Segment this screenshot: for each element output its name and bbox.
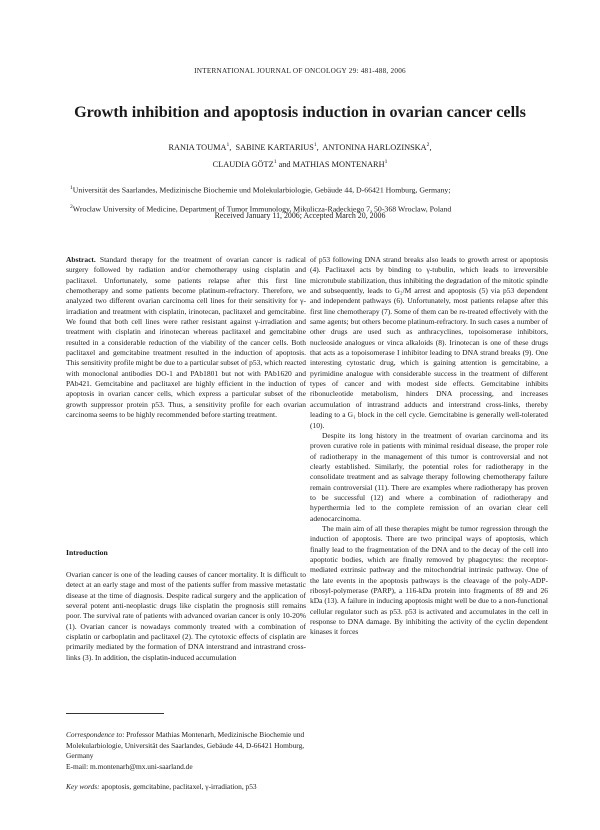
author-affil-mark: 1 [273,158,277,165]
affil-mark: 2 [70,203,73,210]
body-paragraph-1: of p53 following DNA strand breaks also leads to growth arrest or apoptosis (4). Paclitaxel acts by binding to γ-tubulin, which leads to irreversible microtubule stabilization, thus inhibiting the degradation of the mitotic spindle and subsequently, leads to G₂/M arrest and apoptosis (5) via p53 dependent and independent pathways (6). Unfortunately, most patients relapse after this first line chemotherapy (7). Some of them can be re-treated effectively with the same agents; but others become platinum-refractory. In such cases a number of other drugs are used such as anthracyclines, topoisomerase inhibitors, nucleoside analogues or vinca alkaloids (8). Irinotecan is one of these drugs that acts as a topoisomerase I inhibitor leading to DNA strand breaks (9). One interesting cytostatic drug, which is gaining attention is gemcitabine, a pyrimidine analogue with considerable success in the treatment of different types of cancer and with modest side effects. Gemcitabine inhibits ribonucleotide metabolism, hinders DNA processing, and increases accumulation of intrastrand adducts and interstrand cross-links, thereby leading to a G₁ block in the cell cycle. Gemcitabine is generally well-tolerated (10). [310,255,548,430]
body-paragraph-2-wrap [310,431,548,524]
author-name: RANIA TOUMA [168,142,227,152]
author-name: CLAUDIA GÖTZ [212,159,274,169]
affiliation-1 [70,180,540,199]
author-affil-mark: 1 [313,142,317,148]
abstract [66,255,306,421]
keywords-label: Key words: [66,782,100,791]
received-dates: Received January 11, 2006; Accepted March 20, 2006 [214,211,386,220]
author-line-2 [0,155,600,172]
body-paragraph-3-wrap [310,524,548,638]
introduction-text [66,570,306,663]
author-conjunction: and [278,159,291,169]
correspondence-note [66,730,306,772]
affil-text: Universität des Saarlandes, Medizinische Biochemie und Molekularbiologie, Gebäude 44, D-66421 Homburg, Germany; [72,185,451,195]
affil-mark: 1 [70,185,73,191]
affil-text: Wroclaw University of Medicine, Department of Tumor Immunology, Mikulicza-Radeckiego 7, 50-368 Wroclaw, Poland [72,204,452,214]
author-affil-mark: 1 [384,158,388,165]
footnote-divider [66,713,164,714]
intro-paragraph: Ovarian cancer is one of the leading causes of cancer mortality. It is difficult to detect at an early stage and most of the patients suffer from massive metastatic disease at the time of diagnosis. Despite radical surgery and the application of several potent anti-neoplastic drugs like cisplatin the prognosis still remains poor. The survival rate of patients with advanced ovarian cancer is only 10-20% (1). Ovarian cancer is nowadays commonly treated with a combination of cisplatin or carboplatin and paclitaxel (2). The cytotoxic effects of cisplatin are primarily mediated by the formation of DNA interstrand and intrastrand cross-links (3). In addition, the cisplatin-induced accumulation [66,570,306,662]
paper-title: Growth inhibition and apoptosis induction in ovarian cancer cells [74,103,526,121]
author-affil-mark: 1 [226,142,230,148]
running-head: INTERNATIONAL JOURNAL OF ONCOLOGY 29: 481-488, 2006 [194,67,406,75]
author-name: ANTONINA HARLOZINSKA [322,142,427,152]
right-column [310,255,548,638]
keywords-note [66,782,306,793]
correspondence-text: : Professor Mathias Montenarh, Medizinische Biochemie und Molekularbiologie, Universität des Saarlandes, Gebäude 44, D-66421 Homburg, Germany [66,730,305,760]
author-affil-mark: 2 [426,142,430,148]
abstract-text: Standard therapy for the treatment of ovarian cancer is radical surgery followed by radiation and/or chemotherapy using cisplatin and paclitaxel. Unfortunately, some patients relapse after this first line chemotherapy and some patients become platinum-refractory. Therefore, we analyzed two different ovarian carcinoma cell lines for their sensitivity for γ-irradiation and treatment with cisplatin, irinotecan, paclitaxel and gemcitabine. We found that both cell lines were rather resistant against γ-irradiation and treatment with cisplatin and irinotecan whereas paclitaxel and gemcitabine resulted in a considerable reduction of the viability of the cancer cells. Both paclitaxel and gemcitabine treatment resulted in the induction of apoptosis. This sensitivity profile might be due to a particular subset of p53, which reacted with monoclonal antibodies DO-1 and PAb1801 but not with PAb1620 and PAb421. Gemcitabine and paclitaxel are highly efficient in the induction of apoptosis in ovarian cancer cells, which express a particular subset of the growth suppressor protein p53. Thus, a sensitivity profile for each ovarian carcinoma seems to be highly recommended before starting treatment. [66,255,306,420]
body-paragraph-3: The main aim of all these therapies might be tumor regression through the induction of apoptosis. There are two principal ways of apoptosis, which finally lead to the fragmentation of the DNA and to the decay of the cell into apoptotic bodies, which are finally removed by phagocytes: the receptor-mediated extrinsic pathway and the mitochondrial intrinsic pathway. One of the late events in the apoptosis pathways is the cleavage of the poly-ADP-ribosyl-polymerase (PARP), a 116-kDa protein into fragments of 89 and 26 kDa (13). A failure in inducing apoptosis might well be due to a non-functional cellular regulator such as p53. p53 is activated and accumulates in the cell in response to DNA damage. By inhibiting the activity of the cyclin dependent kinases it forces [310,523,548,637]
author-line-1: RANIA TOUMA$^1$, SABINE KARTARIUS$^1$, ANTONINA HARLOZINSKA$^2$, [168,142,432,152]
author-name: SABINE KARTARIUS [235,142,314,152]
section-heading-introduction: Introduction [66,548,108,557]
keywords-text: apoptosis, gemcitabine, paclitaxel, γ-irradiation, p53 [99,782,257,791]
correspondence-email: E-mail: m.montenarh@mx.uni-saarland.de [66,761,193,771]
abstract-label: Abstract. [66,255,96,264]
correspondence-label: Correspondence to [66,730,123,739]
body-paragraph-2: Despite its long history in the treatment of ovarian carcinoma and its proven curative role in patients with minimal residual disease, the proper role of radiotherapy in the management of this tumor is controversial and not clearly established. Similarly, the potential roles for radiotherapy in the consolidate treatment and as salvage therapy following chemotherapy failure remain controversial (11). There are examples where radiotherapy has proven to be successful (12) and where a combination of radiotherapy and hyperthermia led to the complete remission of an ovarian clear cell adenocarcinoma. [310,430,548,523]
author-list [0,138,600,172]
author-name: MATHIAS MONTENARH [292,159,385,169]
